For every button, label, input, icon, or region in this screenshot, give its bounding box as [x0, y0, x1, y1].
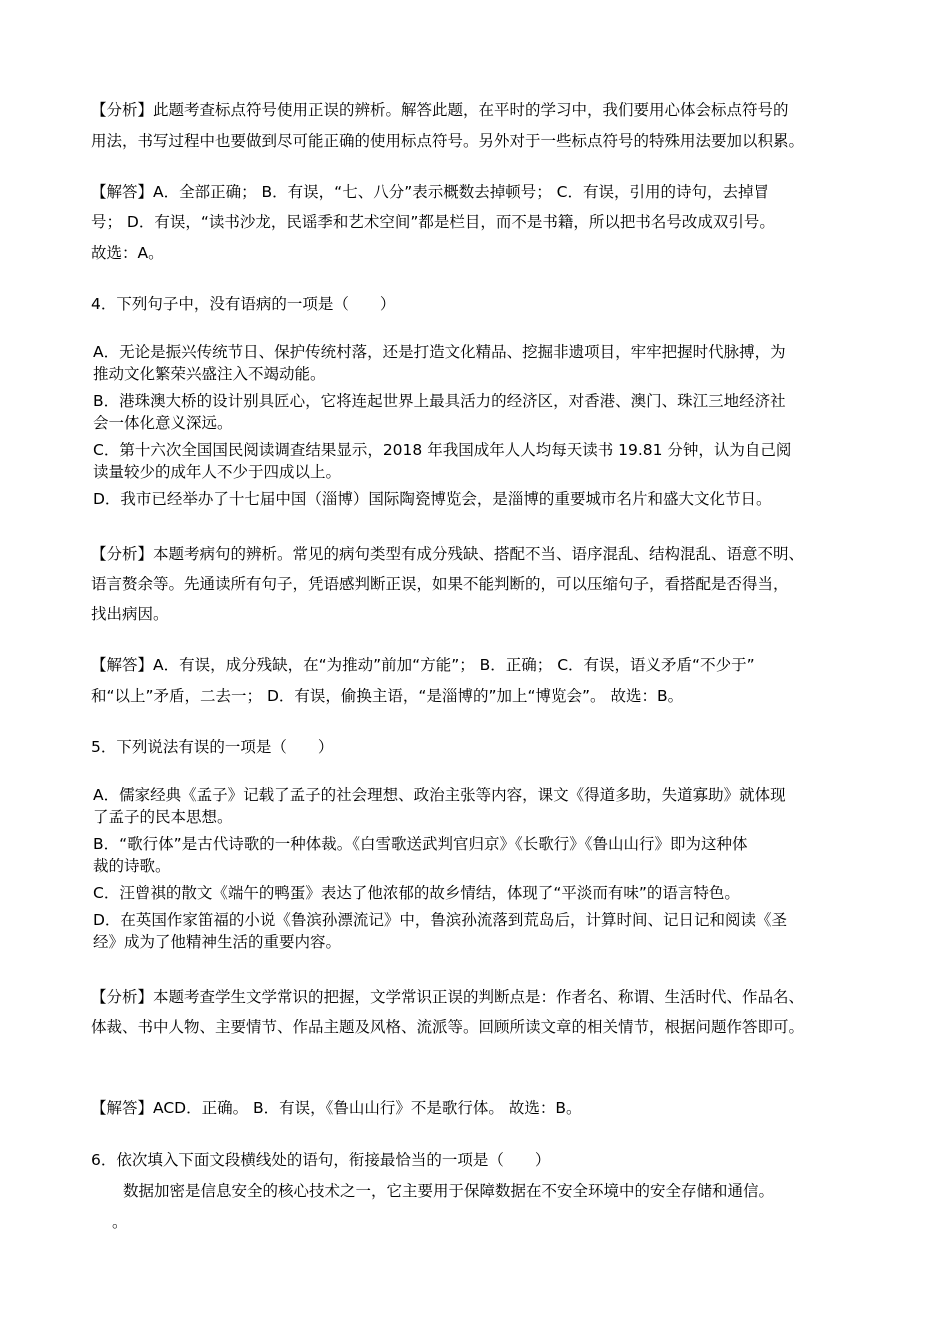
answer-4-line-2: 和“以上”矛盾，二去一； D．有误，偷换主语，“是淄博的”加上“博览会”。 故选：B。 [91, 687, 684, 705]
answer-3-line-2: 号； D．有误，“读书沙龙，民谣季和艺术空间”都是栏目，而不是书籍，所以把书名号改成双引号。 [91, 213, 775, 231]
option-4d-line-1: D．我市已经举办了十七届中国（淄博）国际陶瓷博览会，是淄博的重要城市名片和盛大文化节日。 [93, 490, 772, 508]
analysis-3-line-2: 用法，书写过程中也要做到尽可能正确的使用标点符号。另外对于一些标点符号的特殊用法要加以积累。 [91, 132, 805, 150]
option-5b-line-2: 裁的诗歌。 [93, 857, 171, 875]
option-5b-line-1: B．“歌行体”是古代诗歌的一种体裁。《白雪歌送武判官归京》《长歌行》《鲁山山行》即为这种体 [93, 835, 748, 853]
analysis-5-line-2: 体裁、书中人物、主要情节、作品主题及风格、流派等。回顾所读文章的相关情节，根据问题作答即可。 [91, 1018, 805, 1036]
option-5c-line-1: C．汪曾祺的散文《端午的鸭蛋》表达了他浓郁的故乡情结，体现了“平淡而有味”的语言特色。 [93, 884, 740, 902]
option-5d-line-1: D．在英国作家笛福的小说《鲁滨孙漂流记》中，鲁滨孙流落到荒岛后，计算时间、记日记和阅读《圣 [93, 911, 787, 929]
option-4b-line-1: B．港珠澳大桥的设计别具匠心，它将连起世界上最具活力的经济区，对香港、澳门、珠江三地经济社 [93, 392, 786, 410]
question-5-stem: 5．下列说法有误的一项是（ ） [91, 738, 334, 756]
option-5d-line-2: 经》成为了他精神生活的重要内容。 [93, 933, 342, 951]
option-5a-line-2: 了孟子的民本思想。 [93, 808, 233, 826]
answer-4-line-1: 【解答】A．有误，成分残缺，在“为推动”前加“方能”； B．正确； C．有误，语义矛盾“不少于” [91, 656, 755, 674]
question-6-passage: 数据加密是信息安全的核心技术之一，它主要用于保障数据在不安全环境中的安全存储和通信。 [123, 1182, 775, 1200]
option-5a-line-1: A．儒家经典《孟子》记载了孟子的社会理想、政治主张等内容，课文《得道多助，失道寡助》就体现 [93, 786, 786, 804]
option-4c-line-1: C．第十六次全国国民阅读调查结果显示，2018 年我国成年人人均每天读书 19.81 分钟，认为自己阅 [93, 441, 792, 459]
option-4a-line-2: 推动文化繁荣兴盛注入不竭动能。 [93, 365, 326, 383]
analysis-3-line-1: 【分析】此题考查标点符号使用正误的辨析。解答此题，在平时的学习中，我们要用心体会标点符号的 [91, 101, 789, 119]
option-4a-line-1: A．无论是振兴传统节日、保护传统村落，还是打造文化精品、挖掘非遗项目，牢牢把握时代脉搏，为 [93, 343, 786, 361]
question-6-stem: 6．依次填入下面文段横线处的语句，衔接最恰当的一项是（ ） [91, 1151, 551, 1169]
answer-5-line-1: 【解答】ACD．正确。 B．有误，《鲁山山行》不是歌行体。 故选：B。 [91, 1099, 582, 1117]
question-6-blank-period: 。 [112, 1213, 128, 1231]
analysis-4-line-2: 语言赘余等。先通读所有句子，凭语感判断正误，如果不能判断的，可以压缩句子，看搭配是否得当， [91, 575, 789, 593]
option-4b-line-2: 会一体化意义深远。 [93, 414, 233, 432]
option-4c-line-2: 读量较少的成年人不少于四成以上。 [93, 463, 342, 481]
answer-3-line-3: 故选：A。 [91, 244, 164, 262]
analysis-4-line-1: 【分析】本题考病句的辨析。常见的病句类型有成分残缺、搭配不当、语序混乱、结构混乱、语意不明、 [91, 545, 805, 563]
analysis-5-line-1: 【分析】本题考查学生文学常识的把握，文学常识正误的判断点是：作者名、称谓、生活时代、作品名、 [91, 988, 805, 1006]
answer-3-line-1: 【解答】A．全部正确； B．有误，“七、八分”表示概数去掉顿号； C．有误，引用的诗句，去掉冒 [91, 183, 769, 201]
analysis-4-line-3: 找出病因。 [91, 605, 169, 623]
question-4-stem: 4．下列句子中，没有语病的一项是（ ） [91, 295, 396, 313]
